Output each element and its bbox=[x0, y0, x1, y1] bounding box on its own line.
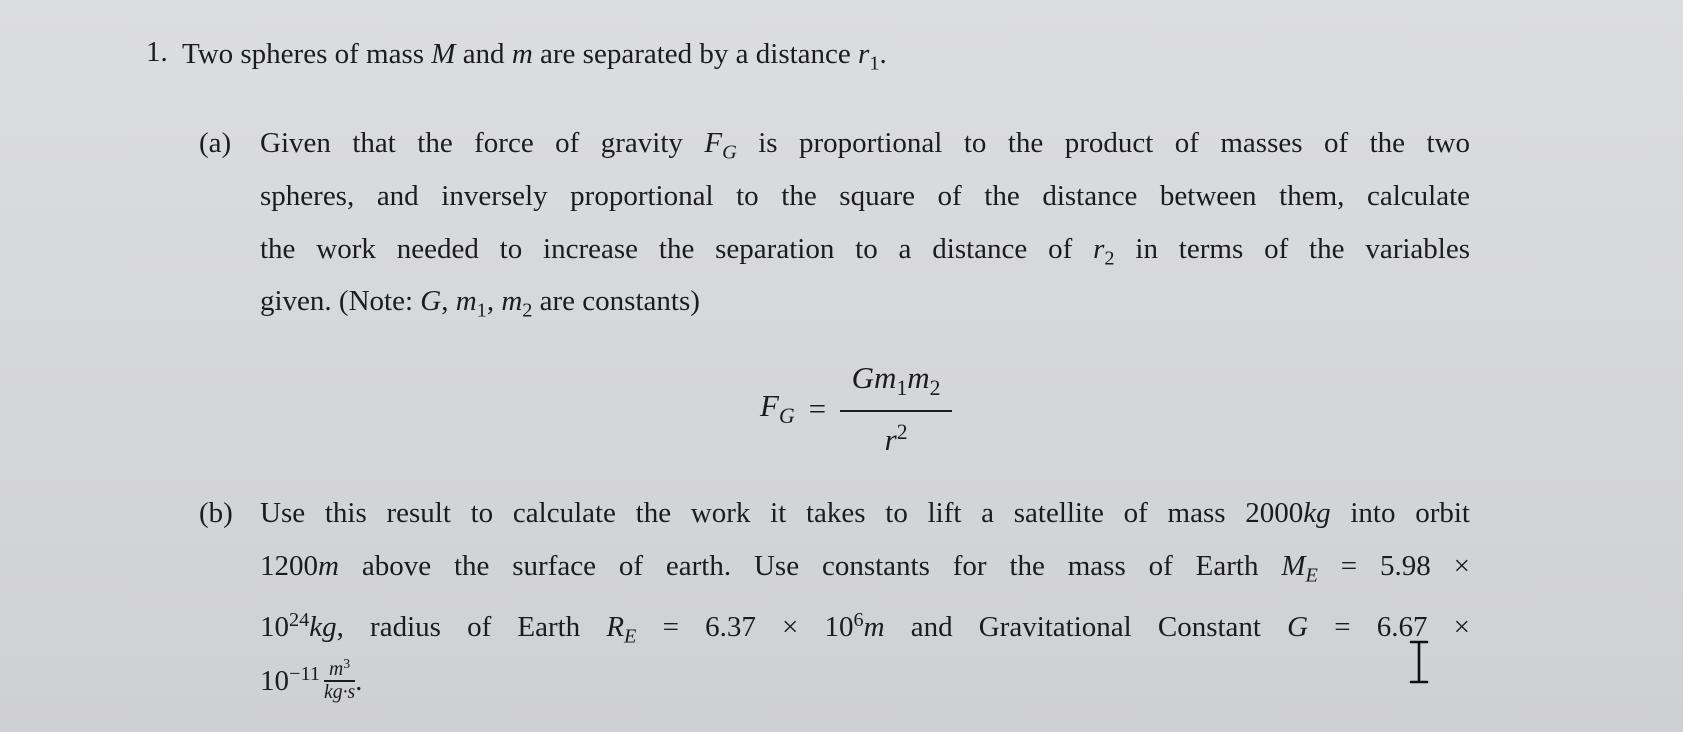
num-m1: m bbox=[874, 360, 897, 395]
num-sub-2: 2 bbox=[929, 375, 941, 400]
b2-sub-E: E bbox=[1305, 564, 1318, 587]
a3-text-1: the work needed to increase the separation to a distance of bbox=[260, 233, 1094, 265]
b2-text-2: = 5.98 × bbox=[1317, 550, 1470, 582]
b3-text-1: , radius of Earth bbox=[336, 611, 607, 644]
part-b-line-3 bbox=[260, 602, 1470, 655]
formula-denominator bbox=[885, 412, 908, 458]
a4-text-1: given. (Note: bbox=[260, 285, 421, 317]
part-b-label: (b) bbox=[199, 497, 233, 529]
part-a-line-4 bbox=[260, 283, 700, 328]
a4-var-m2: m bbox=[501, 285, 523, 317]
part-b-line-1 bbox=[260, 495, 1470, 531]
var-M: M bbox=[431, 38, 456, 70]
question-number: 1. bbox=[146, 36, 168, 68]
intro-text-1: Two spheres of mass bbox=[182, 38, 432, 70]
var-m: m bbox=[511, 38, 533, 70]
b4-unit-fraction bbox=[324, 657, 355, 703]
a3-sub-2: 2 bbox=[1104, 247, 1115, 270]
b4-base: 10 bbox=[260, 665, 289, 698]
a3-var-r: r bbox=[1093, 233, 1105, 265]
b3-exp-2: 6 bbox=[853, 609, 864, 631]
b3-unit-kg: kg bbox=[309, 611, 337, 644]
num-m2: m bbox=[907, 360, 930, 395]
b1-text-2: into orbit bbox=[1330, 497, 1470, 529]
a4-comma-2: , bbox=[486, 285, 502, 317]
b2-text-1: above the surface of earth. Use constants for the mass of Earth bbox=[338, 550, 1282, 582]
intro-text-3: are separated by a distance bbox=[532, 38, 859, 70]
a4-sub-1: 1 bbox=[476, 299, 487, 322]
b3-text-2: = 6.37 × 10 bbox=[636, 611, 854, 644]
b1-text-1: Use this result to calculate the work it takes to lift a satellite of mass 2000 bbox=[260, 497, 1304, 529]
a1-sub-G: G bbox=[722, 141, 737, 164]
a1-text-1: Given that the force of gravity bbox=[260, 127, 705, 159]
question-intro bbox=[182, 36, 887, 81]
text-cursor-icon bbox=[1408, 640, 1430, 684]
gravity-formula bbox=[760, 360, 952, 458]
formula-numerator bbox=[846, 360, 947, 410]
b4-frac-sup: 3 bbox=[343, 655, 351, 671]
formula-lhs bbox=[760, 388, 795, 429]
a4-sub-2: 2 bbox=[522, 299, 533, 322]
a4-var-G: G bbox=[420, 285, 442, 317]
b3-var-G: G bbox=[1287, 611, 1309, 644]
lhs-sub-G: G bbox=[778, 404, 795, 429]
b4-exp: −11 bbox=[289, 663, 320, 685]
a4-text-2: are constants) bbox=[532, 285, 700, 317]
b2-var-M: M bbox=[1281, 550, 1306, 582]
den-r: r bbox=[884, 421, 897, 457]
sub-1: 1 bbox=[869, 52, 880, 75]
b4-frac-m: m bbox=[329, 657, 344, 680]
part-b-line-4 bbox=[260, 656, 362, 706]
b3-unit-m: m bbox=[863, 611, 885, 644]
b4-end: . bbox=[355, 665, 363, 698]
b3-exp: 24 bbox=[289, 609, 310, 631]
num-sub-1: 1 bbox=[896, 375, 908, 400]
part-b-line-2 bbox=[260, 548, 1470, 593]
num-G: G bbox=[851, 360, 875, 395]
part-a-line-1 bbox=[260, 125, 1470, 170]
intro-text-2: and bbox=[455, 38, 512, 70]
part-a-label: (a) bbox=[199, 127, 232, 159]
b3-text-3: and Gravitational Constant bbox=[884, 611, 1288, 644]
b4-frac-numerator bbox=[327, 657, 352, 681]
b2-unit-m: m bbox=[318, 550, 339, 582]
b3-text-4: = 6.67 × bbox=[1308, 611, 1470, 644]
var-r: r bbox=[858, 38, 870, 70]
a4-comma-1: , bbox=[441, 285, 456, 317]
b3-var-R: R bbox=[606, 611, 625, 644]
b1-unit-kg: kg bbox=[1303, 497, 1331, 529]
b2-num: 1200 bbox=[260, 550, 318, 582]
part-a-line-3 bbox=[260, 231, 1470, 276]
b3-base: 10 bbox=[260, 611, 289, 644]
a3-text-2: in terms of the variables bbox=[1114, 233, 1471, 265]
b4-frac-denominator: kg·s bbox=[323, 680, 356, 703]
part-a-line-2: spheres, and inversely proportional to the square of the distance between them, calculate bbox=[260, 180, 1470, 212]
a1-text-2: is proportional to the product of masses of the two bbox=[736, 127, 1470, 159]
lhs-F: F bbox=[760, 388, 779, 424]
formula-fraction bbox=[840, 360, 952, 458]
den-sup-2: 2 bbox=[896, 419, 908, 444]
formula-equals: = bbox=[808, 390, 827, 426]
b3-sub-E: E bbox=[624, 625, 637, 648]
a4-var-m1: m bbox=[455, 285, 477, 317]
intro-end: . bbox=[879, 38, 887, 70]
a1-var-F: F bbox=[704, 127, 723, 159]
